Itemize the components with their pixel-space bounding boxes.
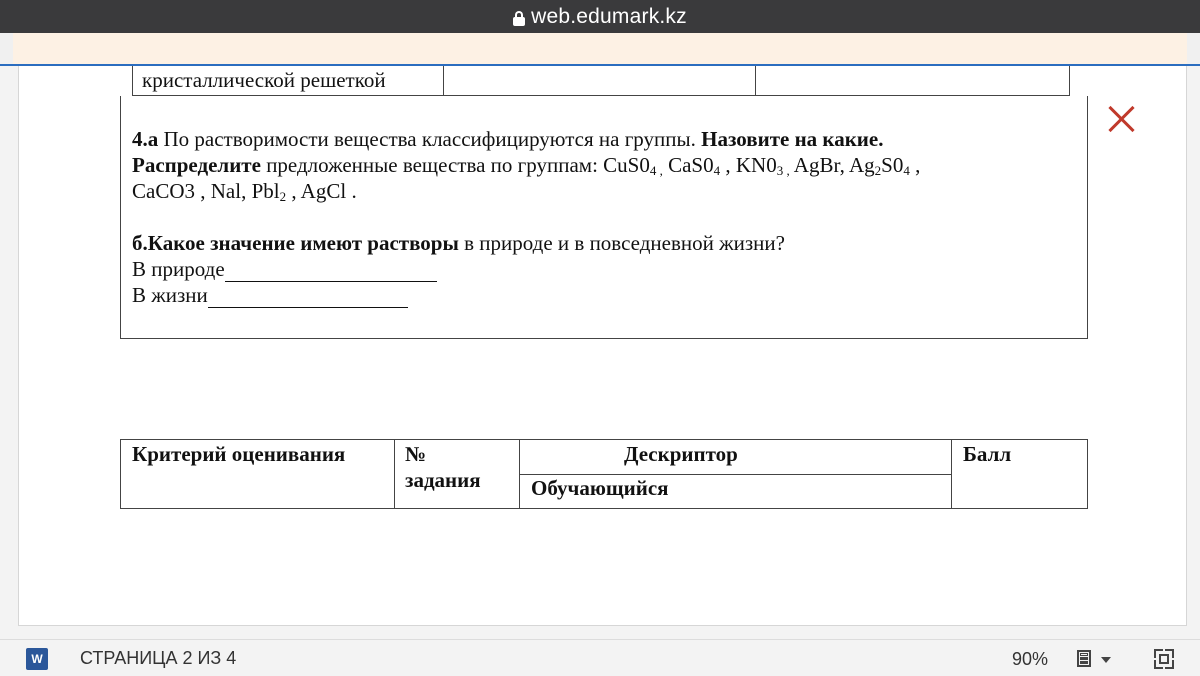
document-page xyxy=(18,66,1187,626)
answer-blank-life[interactable] xyxy=(208,287,408,308)
descriptor-header-cell xyxy=(520,440,952,508)
task-number-symbol: № xyxy=(405,442,427,466)
table-cell xyxy=(756,66,1069,95)
criteria-table xyxy=(120,439,1088,509)
status-bar xyxy=(0,639,1200,676)
close-icon[interactable] xyxy=(1108,105,1136,133)
top-table xyxy=(132,66,1070,96)
question-4a-line3: CaCO3 , Nal, Pbl$_2$ , AgCl . xyxy=(132,179,357,204)
table-cell xyxy=(444,66,756,95)
browser-url-bar[interactable] xyxy=(0,0,1200,33)
question-b-life: В жизни xyxy=(132,282,408,308)
task-number-label: задания xyxy=(405,468,481,492)
notification-banner xyxy=(13,33,1187,64)
question-4a-line2: Распределите предложенные вещества по группам: $CuS0_{4 ,}$ $CaS0_4$ , $KN0_{3 ,}$ AgBr, $Ag_2S0_4$ , xyxy=(132,153,921,178)
reading-view-icon[interactable] xyxy=(1077,650,1091,667)
question-4a-line1: 4.а По растворимости вещества классифицируются на группы. Назовите на какие. xyxy=(132,127,884,151)
task-number-header-cell xyxy=(395,440,520,508)
document-viewport[interactable] xyxy=(0,64,1200,639)
score-header-cell xyxy=(952,440,1087,508)
fullscreen-icon[interactable] xyxy=(1154,649,1174,669)
page-count: СТРАНИЦА 2 ИЗ 4 xyxy=(80,648,237,668)
question-b-nature: В природе xyxy=(132,256,437,282)
score-header: Балл xyxy=(963,442,1012,466)
url-text[interactable]: web.edumark.kz xyxy=(531,4,687,28)
table-cell: кристаллической решеткой xyxy=(133,66,444,95)
answer-blank-nature[interactable] xyxy=(225,261,437,282)
lock-icon xyxy=(513,11,525,25)
chevron-down-icon[interactable] xyxy=(1101,657,1111,663)
criteria-header: Критерий оценивания xyxy=(132,442,346,466)
question-box xyxy=(120,96,1088,339)
student-label: Обучающийся xyxy=(531,476,669,500)
zoom-level[interactable]: 90% xyxy=(1012,649,1049,669)
criteria-header-cell xyxy=(121,440,395,508)
word-icon: W xyxy=(26,648,48,670)
question-b-line1: б.Какое значение имеют растворы в природе и в повседневной жизни? xyxy=(132,231,785,255)
descriptor-header: Дескриптор xyxy=(624,442,738,466)
